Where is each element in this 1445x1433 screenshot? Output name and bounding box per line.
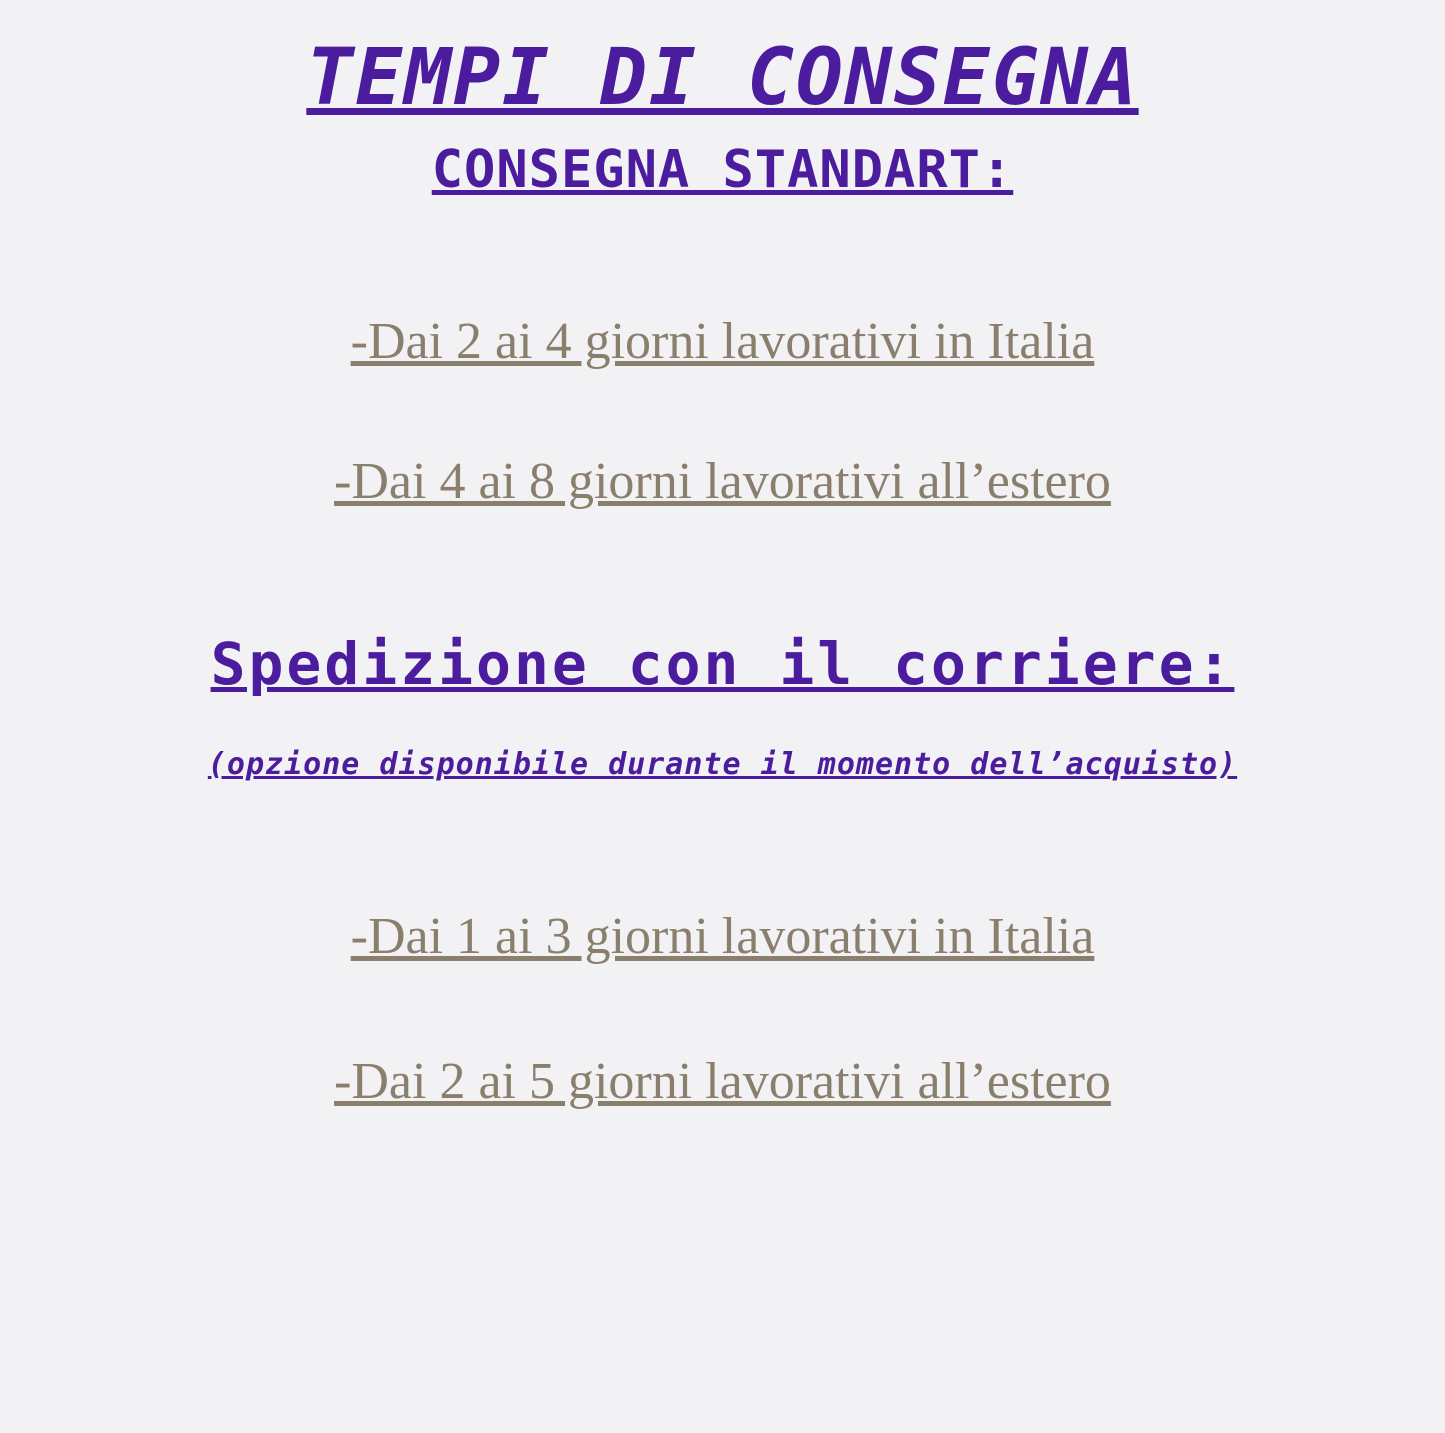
list-item: -Dai 1 ai 3 giorni lavorativi in Italia: [350, 908, 1095, 966]
courier-shipping-heading: Spedizione con il corriere:: [210, 629, 1235, 698]
list-item: -Dai 2 ai 4 giorni lavorativi in Italia: [350, 313, 1095, 371]
page-title: TEMPI DI CONSEGNA: [306, 33, 1139, 123]
list-item: -Dai 2 ai 5 giorni lavorativi all’estero: [334, 1052, 1111, 1110]
courier-shipping-note: (opzione disponibile durante il momento dell’acquisto): [207, 746, 1238, 782]
list-item: -Dai 4 ai 8 giorni lavorativi all’estero: [334, 453, 1111, 511]
standard-delivery-heading: CONSEGNA STANDART:: [431, 139, 1014, 200]
delivery-times-document: [0, 33, 1445, 1433]
